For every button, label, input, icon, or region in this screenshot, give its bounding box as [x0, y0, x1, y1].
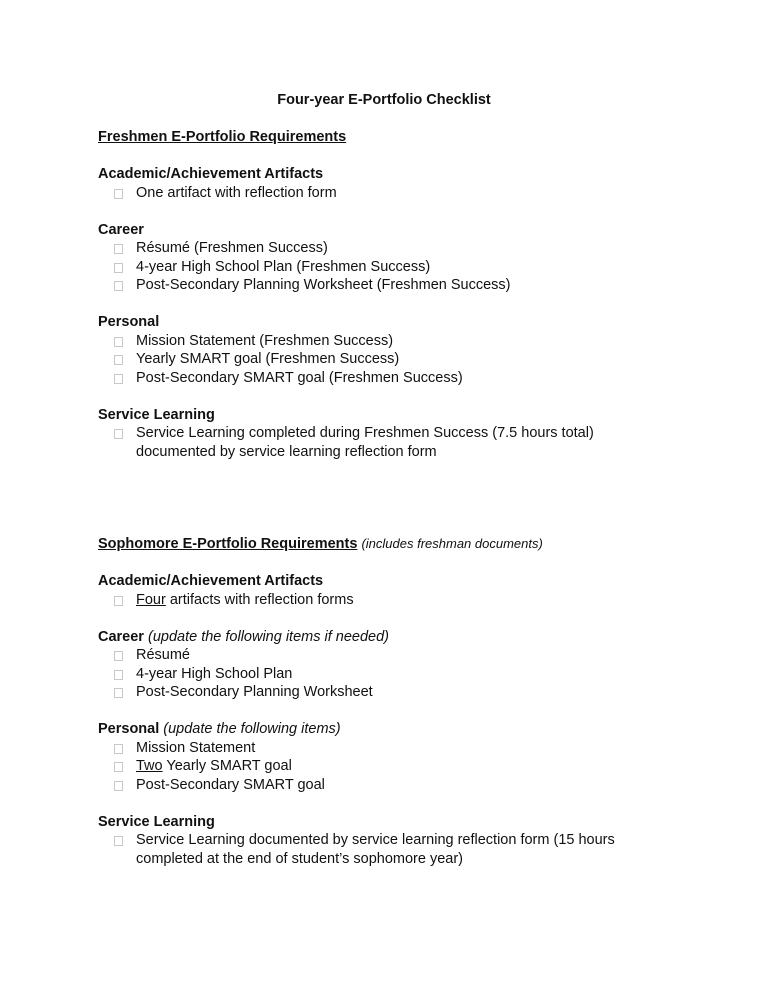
- checkbox-icon[interactable]: [114, 596, 123, 606]
- sophomore-heading-note: (includes freshman documents): [361, 536, 543, 551]
- checklist-item[interactable]: Résumé: [98, 646, 698, 665]
- checklist-item[interactable]: Mission Statement: [98, 739, 698, 758]
- checkbox-icon[interactable]: [114, 189, 123, 199]
- checklist-item[interactable]: Service Learning completed during Freshmen Success (7.5 hours total): [98, 424, 698, 443]
- freshmen-personal-heading: Personal: [98, 314, 160, 330]
- checklist-item-continuation: documented by service learning reflection form: [136, 443, 437, 460]
- freshmen-career-heading: Career: [98, 221, 144, 238]
- checkbox-icon[interactable]: [114, 374, 123, 384]
- checklist-item[interactable]: 4-year High School Plan: [98, 665, 698, 684]
- checkbox-icon[interactable]: [114, 355, 123, 365]
- document-title: Four-year E-Portfolio Checklist: [277, 92, 491, 108]
- freshmen-academic-heading: Academic/Achievement Artifacts: [98, 166, 324, 182]
- checkbox-icon[interactable]: [114, 762, 123, 772]
- sophomore-academic-heading: Academic/Achievement Artifacts: [98, 573, 324, 589]
- sophomore-service-heading: Service Learning: [98, 813, 215, 830]
- checklist-item[interactable]: Mission Statement (Freshmen Success): [98, 332, 698, 351]
- checkbox-icon[interactable]: [114, 744, 123, 754]
- checklist-item[interactable]: Post-Secondary SMART goal: [98, 776, 698, 795]
- checklist-item[interactable]: 4-year High School Plan (Freshmen Success): [98, 258, 698, 277]
- checklist-item[interactable]: Post-Secondary Planning Worksheet (Freshmen Success): [98, 276, 698, 295]
- checkbox-icon[interactable]: [114, 651, 123, 661]
- sophomore-personal-heading-line: Personal (update the following items): [98, 721, 341, 737]
- checkbox-icon[interactable]: [114, 244, 123, 254]
- freshmen-section-heading: Freshmen E-Portfolio Requirements: [98, 129, 347, 145]
- checklist-item[interactable]: Résumé (Freshmen Success): [98, 239, 698, 258]
- checklist-item[interactable]: Four artifacts with reflection forms: [98, 591, 698, 610]
- sophomore-section-heading-line: Sophomore E-Portfolio Requirements (includes freshman documents): [98, 536, 543, 552]
- checkbox-icon[interactable]: [114, 688, 123, 698]
- checklist-item[interactable]: Two Yearly SMART goal: [98, 757, 698, 776]
- checkbox-icon[interactable]: [114, 263, 123, 273]
- checklist-item[interactable]: Post-Secondary Planning Worksheet: [98, 683, 698, 702]
- checklist-item[interactable]: Yearly SMART goal (Freshmen Success): [98, 350, 698, 369]
- checkbox-icon[interactable]: [114, 781, 123, 791]
- checklist-item[interactable]: Service Learning documented by service learning reflection form (15 hours: [98, 831, 698, 850]
- checkbox-icon[interactable]: [114, 281, 123, 291]
- checklist-item-continuation: completed at the end of student’s sophomore year): [136, 850, 463, 867]
- checkbox-icon[interactable]: [114, 670, 123, 680]
- checklist-item[interactable]: One artifact with reflection form: [98, 184, 698, 203]
- sophomore-career-heading-line: Career (update the following items if needed): [98, 628, 389, 645]
- checklist-item[interactable]: Post-Secondary SMART goal (Freshmen Success): [98, 369, 698, 388]
- checkbox-icon[interactable]: [114, 429, 123, 439]
- checkbox-icon[interactable]: [114, 337, 123, 347]
- document-page: [98, 91, 698, 868]
- checkbox-icon[interactable]: [114, 836, 123, 846]
- freshmen-service-heading: Service Learning: [98, 406, 215, 423]
